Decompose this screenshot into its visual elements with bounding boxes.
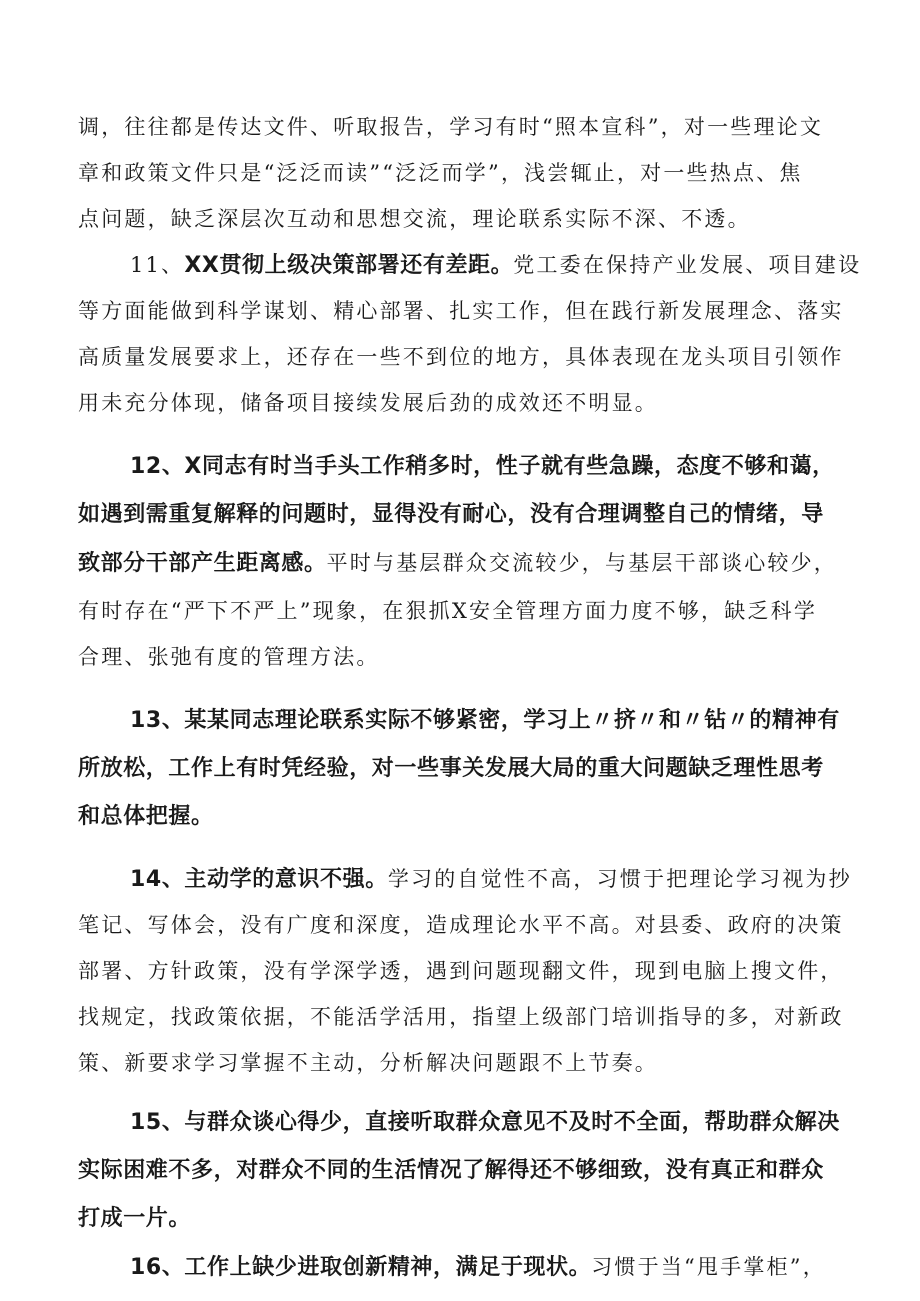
paragraph-13-line-2: 所放松，工作上有时凭经验，对一些事关发展大局的重大问题缺乏理性思考 <box>78 756 824 781</box>
paragraph-13-line-1: 13、某某同志理论联系实际不够紧密，学习上〃挤〃和〃钻〃的精神有 <box>130 708 840 733</box>
paragraph-12-line-3 <box>78 548 837 578</box>
paragraph-10-line-3: 点问题，缺乏深层次互动和思想交流，理论联系实际不深、不透。 <box>78 207 751 231</box>
paragraph-12-line-4: 有时存在“严下不严上”现象，在狠抓X安全管理方面力度不够，缺乏科学 <box>78 599 818 623</box>
paragraph-11-line-3: 高质量发展要求上，还存在一些不到位的地方，具体表现在龙头项目引领作 <box>78 345 844 369</box>
paragraph-11-line-2: 等方面能做到科学谋划、精心部署、扎实工作，但在践行新发展理念、落实 <box>78 299 844 323</box>
paragraph-14-line-4: 找规定，找政策依据，不能活学活用，指望上级部门培训指导的多，对新政 <box>78 1005 844 1029</box>
paragraph-11-line-1 <box>130 250 861 280</box>
paragraph-14-line-1-text: 学习的自觉性不高，习惯于把理论学习视为抄 <box>387 867 852 891</box>
paragraph-11-heading: XX贯彻上级决策部署还有差距。 <box>184 253 514 278</box>
paragraph-11-line-4: 用未充分体现，储备项目接续发展后劲的成效还不明显。 <box>78 391 658 415</box>
paragraph-14-line-2: 笔记、写体会，没有广度和深度，造成理论水平不高。对县委、政府的决策 <box>78 913 844 937</box>
paragraph-15-line-1: 15、与群众谈心得少，直接听取群众意见不及时不全面，帮助群众解决 <box>130 1110 840 1135</box>
paragraph-11-number: 11、 <box>130 253 185 277</box>
paragraph-12-line-3-bold: 致部分干部产生距离感。 <box>78 551 327 576</box>
paragraph-12-line-1: 12、X同志有时当手头工作稍多时，性子就有些急躁，态度不够和蔼， <box>130 454 835 479</box>
paragraph-16-heading: 16、工作上缺少进取创新精神，满足于现状。 <box>130 1255 592 1280</box>
paragraph-14-line-5: 策、新要求学习掌握不主动，分析解决问题跟不上节奏。 <box>78 1051 658 1075</box>
paragraph-13-line-3: 和总体把握。 <box>78 804 214 829</box>
paragraph-12-line-5: 合理、张弛有度的管理方法。 <box>78 645 380 669</box>
paragraph-12-line-3-text: 平时与基层群众交流较少，与基层干部谈心较少， <box>326 551 838 575</box>
paragraph-15-line-3: 打成一片。 <box>78 1206 192 1231</box>
paragraph-15-line-2: 实际困难不多，对群众不同的生活情况了解得还不够细致，没有真正和群众 <box>78 1158 824 1183</box>
paragraph-14-line-3: 部署、方针政策，没有学深学透，遇到问题现翻文件，现到电脑上搜文件， <box>78 959 844 983</box>
paragraph-14-line-1 <box>130 864 852 894</box>
paragraph-12-line-2: 如遇到需重复解释的问题时，显得没有耐心，没有合理调整自己的情绪，导 <box>78 502 824 527</box>
paragraph-14-heading: 14、主动学的意识不强。 <box>130 867 388 892</box>
paragraph-10-line-1: 调，往往都是传达文件、听取报告，学习有时“照本宣科”，对一些理论文 <box>78 115 824 139</box>
paragraph-11-line-1-text: 党工委在保持产业发展、项目建设 <box>513 253 862 277</box>
paragraph-10-line-2: 章和政策文件只是“泛泛而读”“泛泛而学”，浅尝辄止，对一些热点、焦 <box>78 161 803 185</box>
paragraph-16-line-1-text: 习惯于当“甩手掌柜”， <box>591 1255 826 1279</box>
paragraph-16-line-1 <box>130 1252 826 1282</box>
